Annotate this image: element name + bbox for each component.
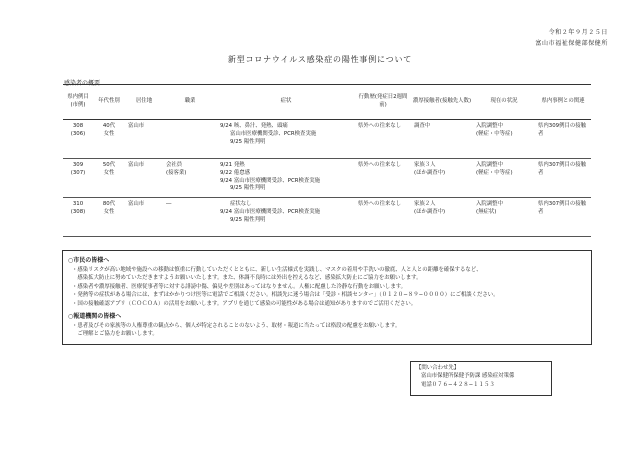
- symptom-line: 9/24 咳、鼻汁、発熱、頭痛: [220, 123, 288, 129]
- section-label: 感染者の概要: [64, 80, 101, 87]
- close-contacts: 家族２人: [414, 201, 436, 207]
- residence: 富山市: [128, 162, 145, 168]
- relation: 県内309例目の接触者: [538, 123, 587, 137]
- status-detail: (無症状): [476, 208, 497, 215]
- age: 80代: [102, 201, 116, 207]
- status: 入院調整中: [476, 201, 503, 207]
- residence: 富山市: [128, 123, 145, 129]
- city-case-number: (307): [70, 169, 86, 176]
- city-case-number: (308): [70, 208, 86, 215]
- symptoms-cell: [217, 159, 355, 198]
- case-table: [63, 84, 591, 237]
- sex: 女性: [103, 169, 115, 176]
- notice-box: [62, 250, 592, 345]
- status-cell: [473, 120, 535, 159]
- contacts-cell: [411, 159, 473, 198]
- city-case-number: (306): [70, 130, 86, 137]
- status-cell: [473, 159, 535, 198]
- contact-phone: 電話０７６−４２８−１１５３: [421, 381, 495, 388]
- status: 入院調整中: [476, 162, 503, 168]
- citizens-heading: ○市民の皆様へ: [68, 257, 110, 264]
- table-row: [63, 159, 591, 198]
- symptom-line: 9/24 富山市医療機関受診、PCR検査実施: [220, 177, 321, 184]
- symptom-line: 症状なし: [230, 201, 252, 207]
- age: 50代: [102, 162, 116, 168]
- relation: 県内307例目の接触者: [538, 162, 587, 176]
- page-title: 新型コロナウイルス感染症の陽性事例について: [227, 55, 413, 64]
- symptom-line: 9/25 陽性判明: [230, 185, 266, 192]
- notice-line: 感染拡大防止に努めていただきますようお願いいたします。また、体調不良時には外出を控えるなど、感染拡大防止にご協力をお願いします。: [72, 275, 422, 282]
- notice-line: ・患者及びその家族等の人権尊重の観点から、個人が特定されることのないよう、取材・報道に当たっては格段の配慮をお願いします。: [72, 322, 401, 329]
- table-row: [63, 120, 591, 159]
- column-header: 年代性別: [98, 98, 120, 105]
- symptom-line: 9/24 富山市医療機関受診、PCR検査実施: [220, 208, 321, 215]
- notice-line: ・発熱等の症状がある場合には、まずはかかりつけ医等に電話でご相談ください。相談先に迷う場合は「受診・相談センター」（０１２０−８９−００００）にご相談ください。: [72, 292, 499, 299]
- symptoms-cell: [217, 198, 355, 237]
- occupation-cell: [163, 159, 217, 198]
- column-header: 県内事例との関連: [541, 98, 585, 105]
- column-header: 濃厚接触者(接触先人数): [412, 98, 472, 105]
- notice-line: ・感染リスクが高い地域や施設への移動は慎重に行動していただくとともに、新しい生活様式を実践し、マスクの着用や手洗いの徹底、人と人との距離を確保するなど、: [72, 267, 482, 273]
- close-contacts: 調査中: [414, 123, 431, 129]
- close-contacts-detail: (ほか調査中): [414, 208, 446, 215]
- table-row: [63, 198, 591, 237]
- column-header: 現在の状況: [490, 98, 518, 105]
- column-header: 職業: [184, 98, 196, 105]
- occupation: ―: [166, 201, 172, 207]
- issuing-department: 富山市福祉保健部保健所: [535, 40, 608, 48]
- status-cell: [473, 198, 535, 237]
- symptom-line: 9/22 倦怠感: [220, 169, 250, 176]
- sex: 女性: [103, 208, 115, 215]
- age-sex-cell: [93, 159, 125, 198]
- travel-history: 県外への往来なし: [358, 162, 402, 168]
- contact-box: [410, 361, 552, 396]
- contact-office: 富山市保健所保健予防課 感染症対策係: [421, 373, 515, 380]
- contact-label: 【問い合わせ先】: [416, 365, 460, 371]
- relation: 県内307例目の接触者: [538, 201, 587, 215]
- occupation: [163, 120, 217, 159]
- close-contacts: 家族３人: [414, 162, 436, 168]
- symptoms-cell: [217, 120, 355, 159]
- case-number-cell: [63, 120, 93, 159]
- status-detail: (軽症・中等症): [476, 169, 513, 176]
- column-header: 居住地: [135, 98, 153, 105]
- notice-line: ・国の接触確認アプリ（ＣＯＣＯＡ）の活用をお願いします。アプリを通じて感染の可能性がある場合は通知がありますのでご活用ください。: [72, 300, 417, 307]
- occupation-detail: (接客業): [166, 169, 187, 176]
- occupation: 会社員: [166, 162, 183, 168]
- symptom-line: 9/25 陽性判明: [230, 216, 266, 223]
- close-contacts-detail: (ほか調査中): [414, 169, 446, 176]
- age-sex-cell: [93, 120, 125, 159]
- table-header-row: [63, 85, 591, 120]
- travel-history: 県外への往来なし: [358, 123, 402, 129]
- column-header: 行動歴(発症日2週間前): [358, 94, 408, 108]
- case-number: 308: [72, 123, 84, 129]
- release-date: 令和２年９月２５日: [548, 29, 608, 36]
- symptom-line: 9/21 発熱: [220, 162, 245, 168]
- status-detail: (軽症・中等症): [476, 130, 513, 137]
- travel-history: 県外への往来なし: [358, 201, 402, 207]
- residence: 富山市: [128, 201, 145, 207]
- status: 入院調整中: [476, 123, 503, 129]
- contacts-cell: [411, 198, 473, 237]
- column-header: 県内例目(市例): [67, 94, 89, 108]
- age: 40代: [102, 123, 116, 129]
- notice-line: ・感染者や濃厚接触者、医療従事者等に対する誹謗中傷、偏見や差別はあってはなりません。人権に配慮した冷静な行動をお願いします。: [72, 283, 407, 290]
- sex: 女性: [103, 130, 115, 137]
- case-number-cell: [63, 159, 93, 198]
- header-date-block: [535, 27, 608, 50]
- age-sex-cell: [93, 198, 125, 237]
- case-number-cell: [63, 198, 93, 237]
- symptom-line: 富山市医療機関受診、PCR検査実施: [230, 130, 317, 137]
- case-number: 309: [72, 162, 84, 168]
- symptom-line: 9/25 陽性判明: [230, 138, 266, 145]
- media-heading: ○報道機関の皆様へ: [68, 312, 122, 320]
- column-header: 症状: [280, 98, 292, 105]
- notice-line: ご理解とご協力をお願いします。: [72, 331, 158, 338]
- case-number: 310: [72, 201, 84, 207]
